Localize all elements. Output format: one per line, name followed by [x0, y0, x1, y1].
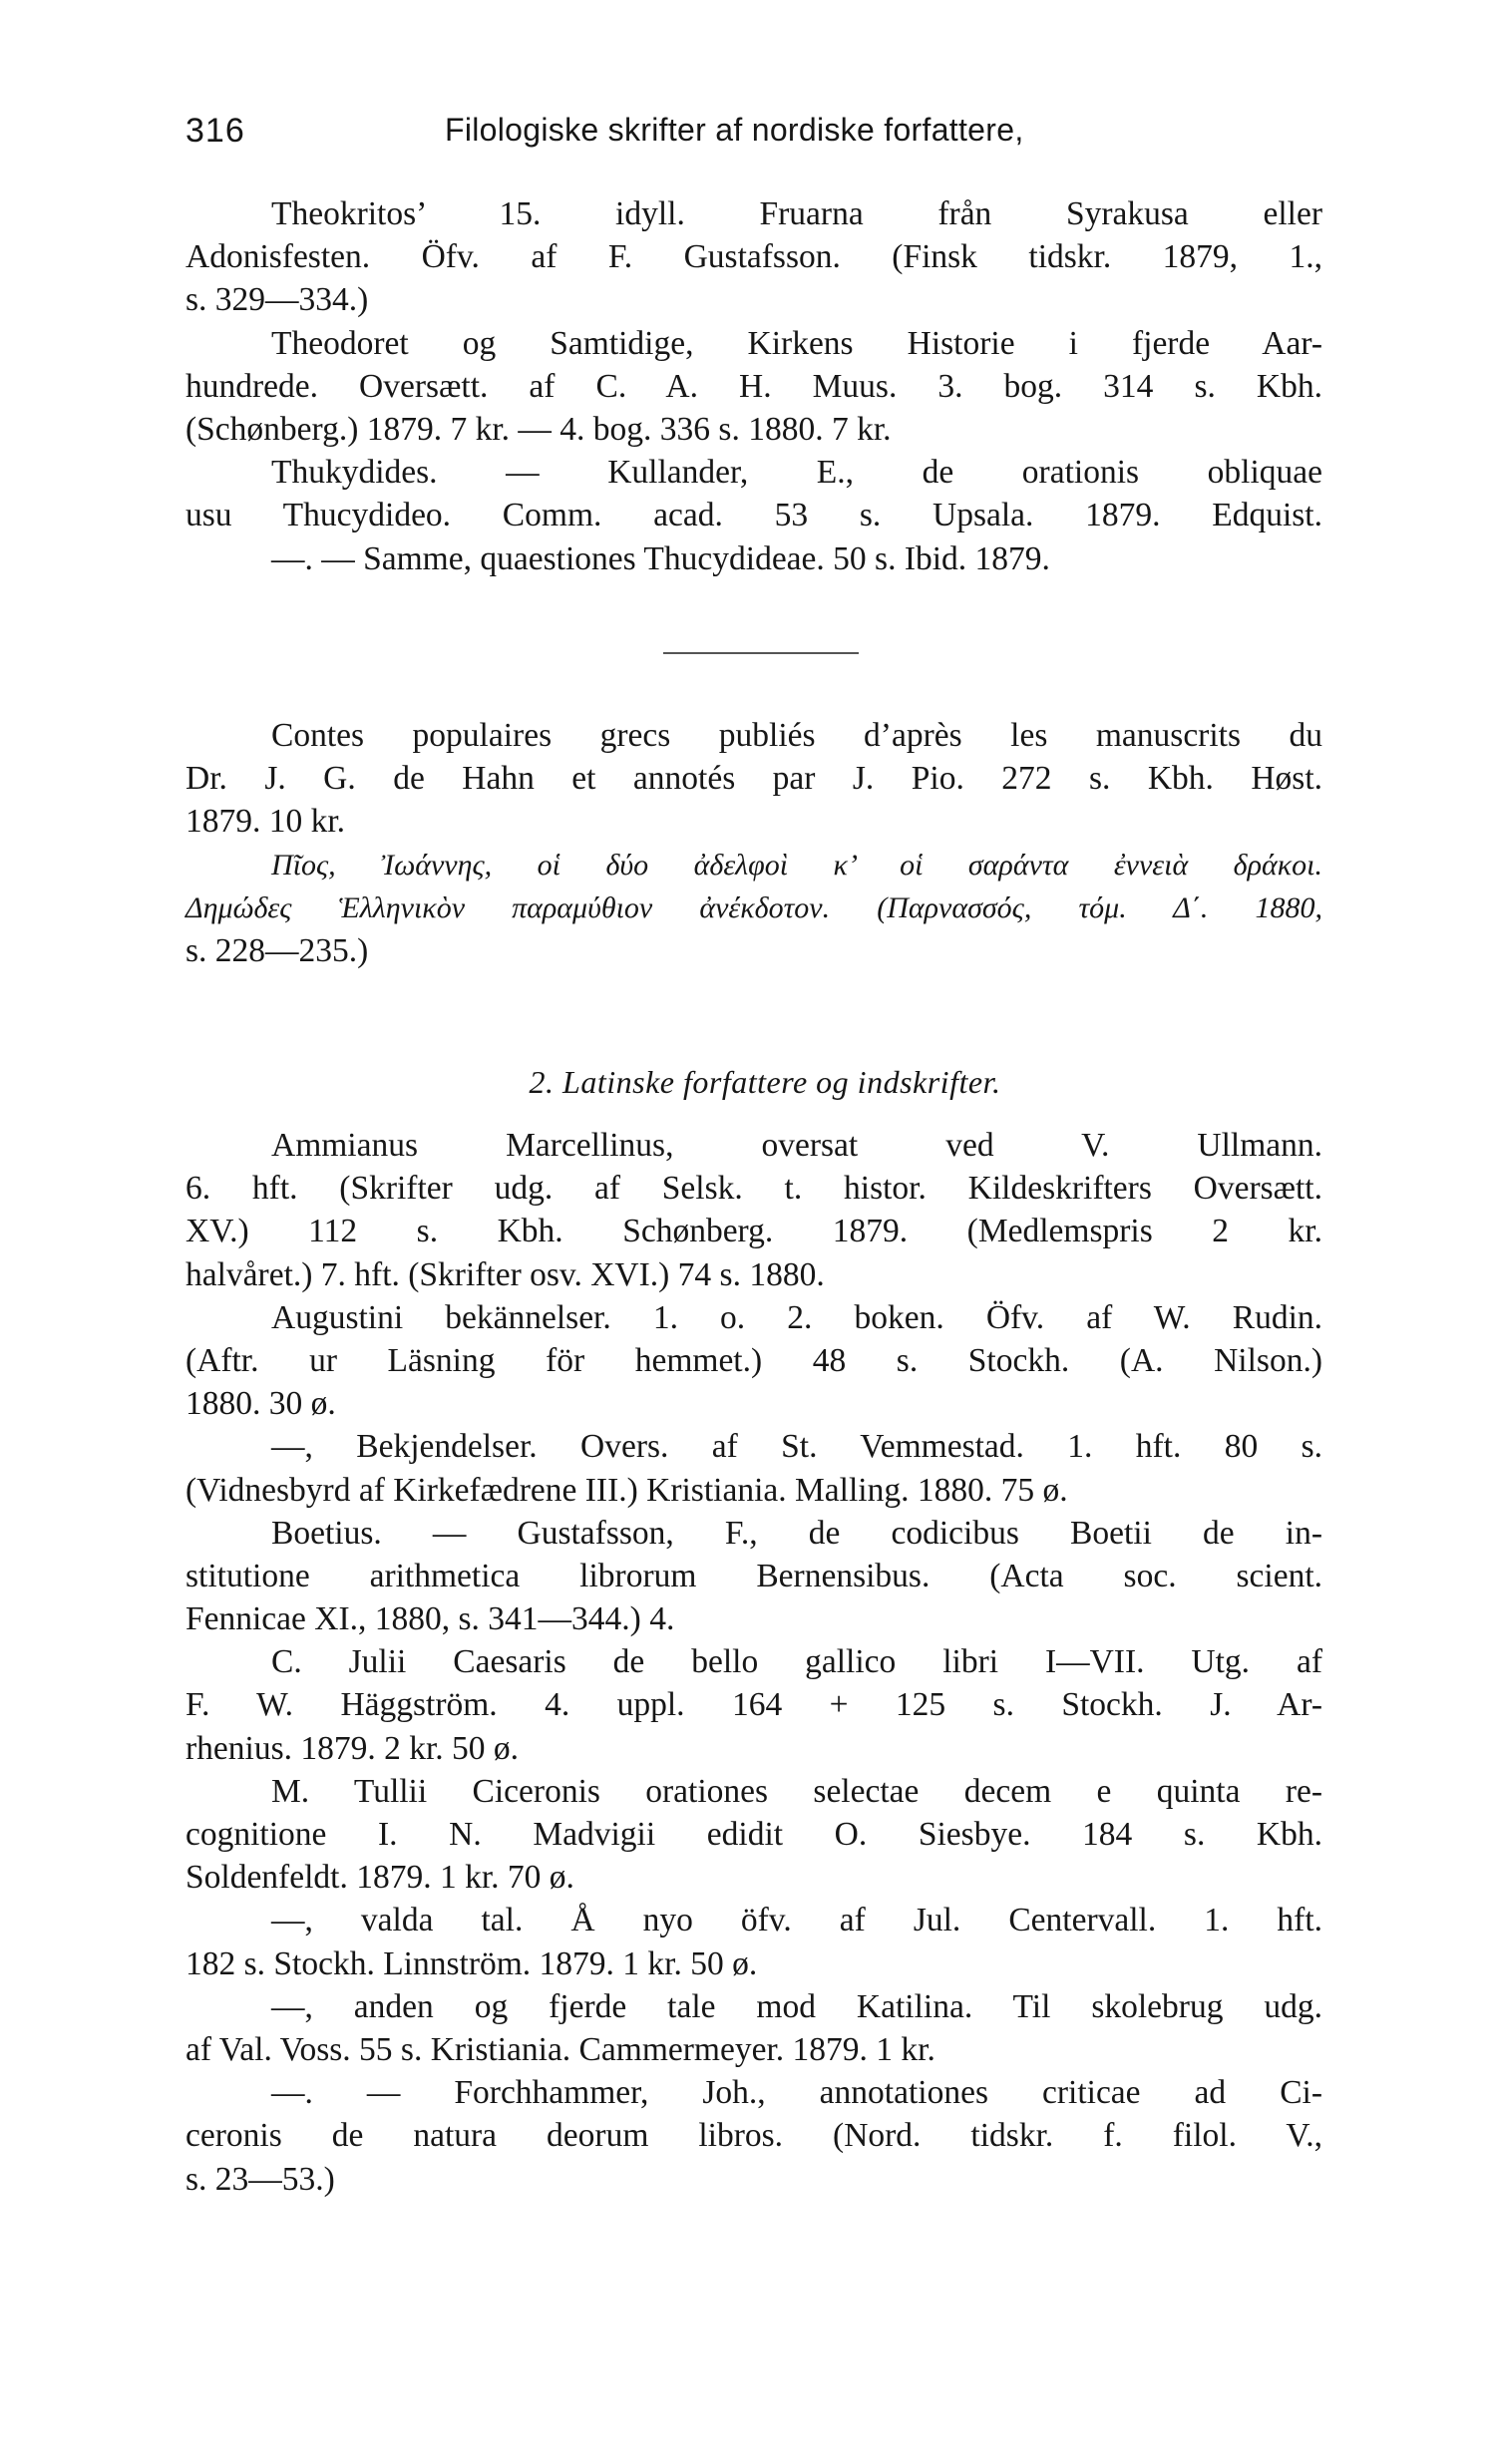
entry-line: cognitione I. N. Madvigii edidit O. Siesbye. 184 s. Kbh. — [186, 1816, 1322, 1853]
entry-line: Fennicae XI., 1880, s. 341—344.) 4. — [186, 1600, 675, 1638]
entry-line: —. — Samme, quaestiones Thucydideae. 50 s. Ibid. 1879. — [271, 539, 1050, 577]
section-heading: 2. Latinske forfattere og indskrifter. — [529, 1064, 1001, 1100]
entry-line: (Vidnesbyrd af Kirkefædrene III.) Kristiania. Malling. 1880. 75 ø. — [186, 1471, 1068, 1509]
entry-line: XV.) 112 s. Kbh. Schønberg. 1879. (Medlemspris 2 kr. — [186, 1213, 1322, 1250]
entry-line: s. 329—334.) — [186, 281, 369, 319]
entry-line: Contes populaires grecs publiés d’après les manuscrits du — [271, 717, 1322, 754]
entry-line: s. 228—235.) — [186, 931, 369, 969]
greek-entry-line: Πῖος, Ἰωάννης, οἱ δύο ἀδελφοὶ κ’ οἱ σαράντα ἐννειὰ δράκοι. — [271, 848, 1322, 881]
entry-line: Ammianus Marcellinus, oversat ved V. Ullmann. — [271, 1127, 1322, 1164]
entry-line: Boetius. — Gustafsson, F., de codicibus Boetii de in- — [271, 1514, 1322, 1552]
entry-line: usu Thucydideo. Comm. acad. 53 s. Upsala. 1879. Edquist. — [186, 497, 1322, 534]
entry-line: s. 23—53.) — [186, 2160, 335, 2198]
entry-line: —, anden og fjerde tale mod Katilina. Til skolebrug udg. — [271, 1987, 1322, 2025]
entry-line: —, valda tal. Å nyo öfv. af Jul. Centervall. 1. hft. — [271, 1902, 1322, 1939]
page-number: 316 — [186, 112, 245, 150]
entry-line: Dr. J. G. de Hahn et annotés par J. Pio. 272 s. Kbh. Høst. — [186, 760, 1322, 798]
entry-line: 1879. 10 kr. — [186, 803, 346, 841]
entry-line: Theokritos’ 15. idyll. Fruarna från Syrakusa eller — [271, 195, 1322, 232]
entry-line: 1880. 30 ø. — [186, 1385, 336, 1423]
entry-line: af Val. Voss. 55 s. Kristiania. Cammermeyer. 1879. 1 kr. — [186, 2030, 935, 2068]
entry-line: —. — Forchhammer, Joh., annotationes criticae ad Ci- — [271, 2074, 1322, 2112]
entry-line: Adonisfesten. Öfv. af F. Gustafsson. (Finsk tidskr. 1879, 1., — [186, 238, 1322, 276]
greek-entry-line: Δημώδες Ἑλληνικὸν παραμύθιον ἀνέκδοτον. (Παρνασσός, τόμ. Δ΄. 1880, — [186, 890, 1322, 924]
entry-line: halvåret.) 7. hft. (Skrifter osv. XVI.) 74 s. 1880. — [186, 1255, 825, 1293]
entry-line: ceronis de natura deorum libros. (Nord. tidskr. f. filol. V., — [186, 2117, 1322, 2155]
entry-line: stitutione arithmetica librorum Bernensibus. (Acta soc. scient. — [186, 1557, 1322, 1594]
bibliography-block-greek-authors — [186, 192, 1322, 580]
page-header — [0, 112, 1490, 162]
entry-line: Soldenfeldt. 1879. 1 kr. 70 ø. — [186, 1859, 574, 1897]
entry-line: F. W. Häggström. 4. uppl. 164 + 125 s. Stockh. J. Ar- — [186, 1686, 1322, 1724]
entry-line: —, Bekjendelser. Overs. af St. Vemmestad. 1. hft. 80 s. — [271, 1428, 1322, 1466]
entry-line: Theodoret og Samtidige, Kirkens Historie i fjerde Aar- — [271, 324, 1322, 362]
entry-line: M. Tullii Ciceronis orationes selectae decem e quinta re- — [271, 1772, 1322, 1810]
entry-line: hundrede. Oversætt. af C. A. H. Muus. 3. bog. 314 s. Kbh. — [186, 367, 1322, 405]
section-separator — [663, 652, 859, 654]
entry-line: (Aftr. ur Läsning för hemmet.) 48 s. Stockh. (A. Nilson.) — [186, 1341, 1322, 1379]
entry-line: C. Julii Caesaris de bello gallico libri I—VII. Utg. af — [271, 1643, 1322, 1681]
entry-line: (Schønberg.) 1879. 7 kr. — 4. bog. 336 s. 1880. 7 kr. — [186, 410, 892, 448]
bibliography-block-folk-tales — [186, 714, 1322, 972]
entry-line: Thukydides. — Kullander, E., de orationis obliquae — [271, 454, 1322, 492]
entry-line: 182 s. Stockh. Linnström. 1879. 1 kr. 50 ø. — [186, 1944, 758, 1982]
bibliography-block-latin-authors — [186, 1124, 1322, 2201]
entry-line: rhenius. 1879. 2 kr. 50 ø. — [186, 1729, 520, 1767]
running-head: Filologiske skrifter af nordiske forfattere, — [445, 112, 1024, 148]
entry-line: 6. hft. (Skrifter udg. af Selsk. t. histor. Kildeskrifters Oversætt. — [186, 1170, 1322, 1208]
entry-line: Augustini bekännelser. 1. o. 2. boken. Öfv. af W. Rudin. — [271, 1298, 1322, 1336]
